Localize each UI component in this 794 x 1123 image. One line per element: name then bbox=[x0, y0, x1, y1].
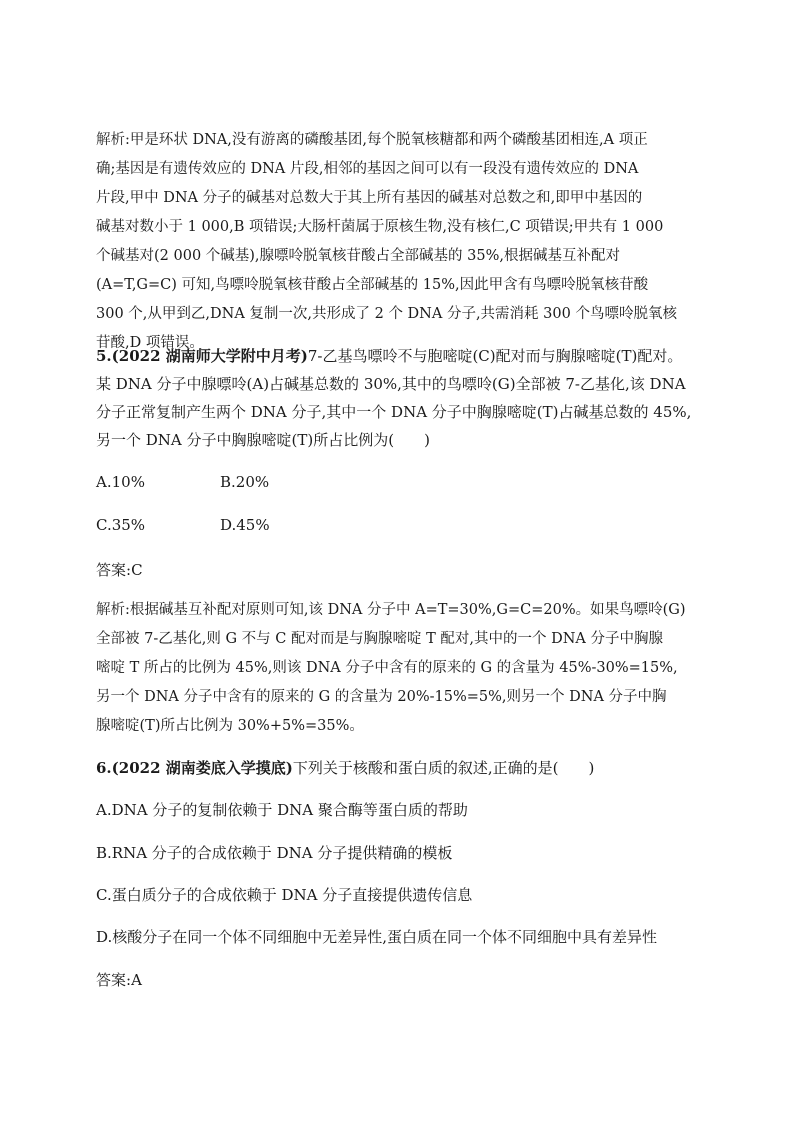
option-a: A.10% bbox=[96, 473, 145, 491]
option-a: A.DNA 分子的复制依赖于 DNA 聚合酶等蛋白质的帮助 bbox=[96, 801, 468, 819]
question-6-stem: 6.(2022 湖南娄底入学摸底)下列关于核酸和蛋白质的叙述,正确的是( ) bbox=[96, 759, 595, 777]
option-c: C.蛋白质分子的合成依赖于 DNA 分子直接提供遗传信息 bbox=[96, 886, 473, 904]
question-source: (2022 湖南师大学附中月考) bbox=[111, 347, 308, 365]
explanation-line: 苷酸,D 项错误。 bbox=[96, 335, 204, 351]
option-b: B.20% bbox=[220, 473, 270, 491]
answer-line bbox=[96, 559, 143, 580]
question-stem-line: 5.(2022 湖南师大学附中月考)7-乙基鸟嘌呤不与胞嘧啶(C)配对而与胸腺嘧啶(T)配对。 bbox=[96, 347, 683, 365]
answer-value: A bbox=[131, 971, 142, 989]
question-stem-line: 分子正常复制产生两个 DNA 分子,其中一个 DNA 分子中胸腺嘧啶(T)占碱基总数的 45%, bbox=[96, 403, 692, 421]
explanation-line: 碱基对数小于 1 000,B 项错误;大肠杆菌属于原核生物,没有核仁,C 项错误;甲共有 1 000 bbox=[96, 219, 664, 235]
explanation-label: 解析: bbox=[96, 602, 130, 618]
option-b: B.RNA 分子的合成依赖于 DNA 分子提供精确的模板 bbox=[96, 844, 453, 862]
explanation-line: 解析:甲是环状 DNA,没有游离的磷酸基团,每个脱氧核糖都和两个磷酸基团相连,A 项正 bbox=[96, 132, 648, 148]
option-c: C.35% bbox=[96, 516, 146, 534]
explanation-line: 全部被 7-乙基化,则 G 不与 C 配对而是与胸腺嘧啶 T 配对,其中的一个 DNA 分子中胸腺 bbox=[96, 631, 663, 647]
explanation-label: 解析: bbox=[96, 132, 130, 148]
explanation-line: 另一个 DNA 分子中含有的原来的 G 的含量为 20%-15%=5%,则另一个 DNA 分子中胸 bbox=[96, 689, 667, 705]
question-number: 5. bbox=[96, 347, 112, 365]
explanation-line: 300 个,从甲到乙,DNA 复制一次,共形成了 2 个 DNA 分子,共需消耗 300 个鸟嘌呤脱氧核 bbox=[96, 306, 677, 322]
question-5 bbox=[96, 342, 706, 454]
explanation-line: 确;基因是有遗传效应的 DNA 片段,相邻的基因之间可以有一段没有遗传效应的 DNA bbox=[96, 161, 639, 177]
answer-label: 答案: bbox=[96, 971, 132, 989]
q5-explanation bbox=[96, 596, 706, 741]
explanation-line: 解析:根据碱基互补配对原则可知,该 DNA 分子中 A=T=30%,G=C=20%。如果鸟嘌呤(G) bbox=[96, 602, 686, 618]
question-stem-line: 另一个 DNA 分子中胸腺嘧啶(T)所占比例为( ) bbox=[96, 431, 430, 449]
question-number: 6. bbox=[96, 759, 112, 777]
answer-value: C bbox=[131, 561, 143, 579]
question-stem-line: 某 DNA 分子中腺嘌呤(A)占碱基总数的 30%,其中的鸟嘌呤(G)全部被 7-乙基化,该 DNA bbox=[96, 375, 686, 393]
explanation-line: 片段,甲中 DNA 分子的碱基对总数大于其上所有基因的碱基对总数之和,即甲中基因的 bbox=[96, 190, 643, 206]
option-d: D.核酸分子在同一个体不同细胞中无差异性,蛋白质在同一个体不同细胞中具有差异性 bbox=[96, 928, 658, 946]
q4-explanation bbox=[96, 126, 706, 358]
answer-line bbox=[96, 969, 142, 990]
explanation-line: 嘧啶 T 所占的比例为 45%,则该 DNA 分子中含有的原来的 G 的含量为 45%-30%=15%, bbox=[96, 660, 678, 676]
question-source: (2022 湖南娄底入学摸底) bbox=[111, 759, 293, 777]
explanation-line: (A=T,G=C) 可知,鸟嘌呤脱氧核苷酸占全部碱基的 15%,因此甲含有鸟嘌呤脱氧核苷酸 bbox=[96, 277, 649, 293]
explanation-line: 个碱基对(2 000 个碱基),腺嘌呤脱氧核苷酸占全部碱基的 35%,根据碱基互补配对 bbox=[96, 248, 620, 264]
option-d: D.45% bbox=[220, 516, 270, 534]
explanation-line: 腺嘧啶(T)所占比例为 30%+5%=35%。 bbox=[96, 718, 364, 734]
answer-label: 答案: bbox=[96, 561, 132, 579]
